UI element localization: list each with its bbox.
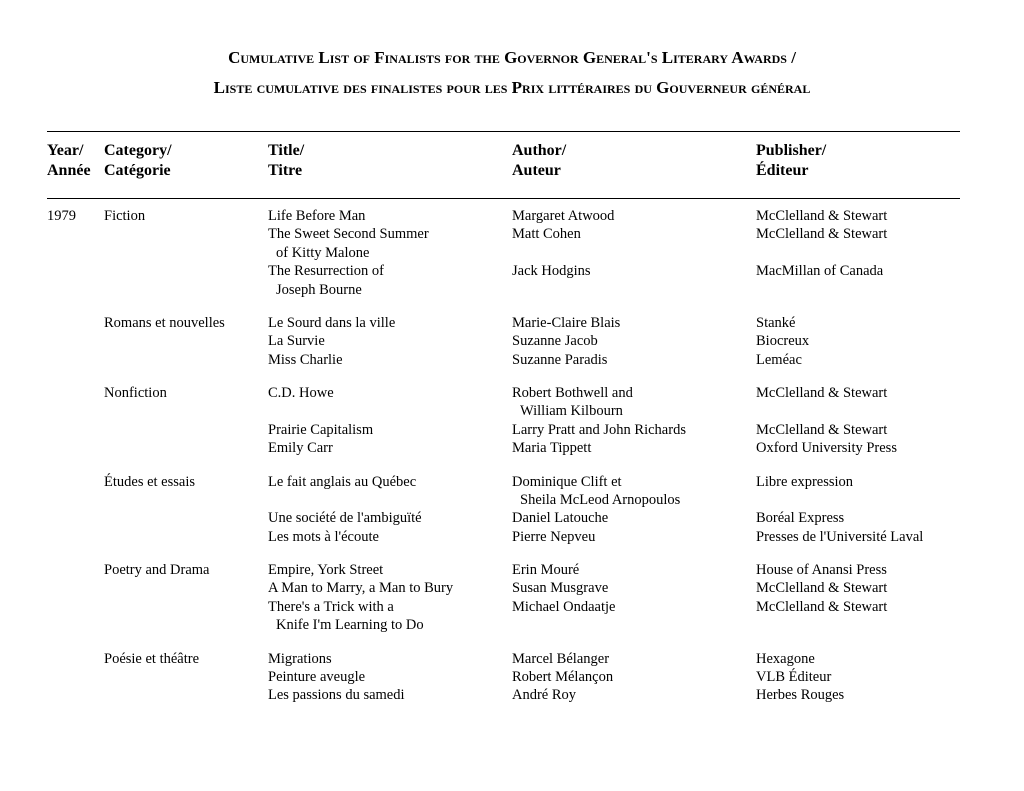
entry-title-line: Migrations <box>268 650 332 667</box>
header-category <box>104 141 172 181</box>
entry-author-line: Jack Hodgins <box>512 263 591 280</box>
header-category-en: Category/ <box>104 142 172 159</box>
entry-publisher: McClelland & Stewart <box>756 385 888 401</box>
entry-author-line: Michael Ondaatje <box>512 598 616 615</box>
entry-publisher: McClelland & Stewart <box>756 208 888 224</box>
category-name: Fiction <box>104 208 146 224</box>
entry-publisher: Leméac <box>756 351 802 368</box>
entry-title-line: Emily Carr <box>268 440 333 457</box>
entry-title <box>268 598 424 635</box>
entry-title-line: Les mots à l'écoute <box>268 528 379 545</box>
entry-author <box>512 351 607 369</box>
entry-author-line: Margaret Atwood <box>512 208 615 224</box>
entry-author <box>512 473 680 510</box>
entry-title-line: Joseph Bourne <box>276 281 362 298</box>
entry-author-line: Suzanne Paradis <box>512 351 608 368</box>
entry-publisher: Boréal Express <box>756 510 845 527</box>
header-category-fr: Catégorie <box>104 162 171 179</box>
entry-title <box>268 262 384 299</box>
header-bottom-rule <box>47 198 960 199</box>
entry-title-line: Peinture aveugle <box>268 668 366 685</box>
entry-title <box>268 668 365 686</box>
entry-publisher: VLB Éditeur <box>756 668 832 685</box>
entry-author-line: Daniel Latouche <box>512 510 609 527</box>
entry-title-line: A Man to Marry, a Man to Bury <box>268 580 454 597</box>
entry-author <box>512 561 579 579</box>
entry-publisher: Libre expression <box>756 473 854 490</box>
entry-title-line: The Resurrection of <box>268 263 384 280</box>
entry-title-line: The Sweet Second Summer <box>268 226 429 243</box>
entry-publisher: McClelland & Stewart <box>756 580 888 597</box>
entry-author-line: William Kilbourn <box>520 403 623 420</box>
entry-author <box>512 579 608 597</box>
entry-author-line: Robert Mélançon <box>512 668 614 685</box>
entry-title <box>268 650 332 668</box>
entry-title-line: Life Before Man <box>268 208 366 224</box>
entry-author <box>512 262 591 280</box>
entry-title <box>268 384 334 402</box>
entry-title-line: Miss Charlie <box>268 351 343 368</box>
entry-publisher: Biocreux <box>756 333 810 350</box>
header-author-en: Author/ <box>512 142 567 159</box>
entry-author-line: Marcel Bélanger <box>512 650 610 667</box>
header-title <box>268 141 304 181</box>
header-year <box>47 141 91 181</box>
header-author-fr: Auteur <box>512 162 561 179</box>
entry-author <box>512 686 576 704</box>
entry-title-line: of Kitty Malone <box>276 244 370 261</box>
entry-author-line: Matt Cohen <box>512 226 581 243</box>
entry-author-line: Pierre Nepveu <box>512 528 596 545</box>
entry-author <box>512 314 620 332</box>
entry-author <box>512 384 633 421</box>
entry-author <box>512 650 609 668</box>
entry-title <box>268 314 395 332</box>
entry-title <box>268 561 383 579</box>
entry-author <box>512 439 591 457</box>
entry-publisher: House of Anansi Press <box>756 562 887 578</box>
entry-publisher: Hexagone <box>756 650 815 667</box>
page-subtitle: Liste cumulative des finalistes pour les Prix littéraires du Gouverneur général <box>213 78 811 97</box>
entry-title-line: La Survie <box>268 333 325 350</box>
entry-title-line: Empire, York Street <box>268 562 384 578</box>
header-author <box>512 141 566 181</box>
category-name: Romans et nouvelles <box>104 314 225 331</box>
entry-author-line: Marie-Claire Blais <box>512 314 621 331</box>
entry-author-line: Suzanne Jacob <box>512 333 598 350</box>
entry-title <box>268 421 373 439</box>
entry-title-line: Knife I'm Learning to Do <box>276 617 424 634</box>
entry-author <box>512 225 581 243</box>
entry-title-line: C.D. Howe <box>268 385 334 401</box>
year-cell: 1979 <box>47 208 76 224</box>
category-name: Études et essais <box>104 473 196 490</box>
entry-title <box>268 439 333 457</box>
entry-author <box>512 332 598 350</box>
header-publisher-en: Publisher/ <box>756 142 827 159</box>
entry-title <box>268 332 325 350</box>
header-year-fr: Année <box>47 162 91 179</box>
entry-title-line: There's a Trick with a <box>268 598 394 615</box>
entry-title <box>268 351 343 369</box>
entry-title-line: Le Sourd dans la ville <box>268 314 396 331</box>
category-name: Poésie et théâtre <box>104 650 200 667</box>
entry-author-line: Larry Pratt and John Richards <box>512 421 686 438</box>
entry-publisher: Oxford University Press <box>756 440 897 457</box>
entry-publisher: McClelland & Stewart <box>756 598 888 615</box>
header-publisher <box>756 141 826 181</box>
entry-title <box>268 579 453 597</box>
entry-publisher: MacMillan of Canada <box>756 263 884 280</box>
category-name: Poetry and Drama <box>104 562 210 578</box>
entry-author-line: Susan Musgrave <box>512 580 609 597</box>
entry-title-line: Le fait anglais au Québec <box>268 473 417 490</box>
header-title-fr: Titre <box>268 162 303 179</box>
category-name: Nonfiction <box>104 385 167 401</box>
entry-author-line: Sheila McLeod Arnopoulos <box>520 491 681 508</box>
entry-author-line: Dominique Clift et <box>512 473 622 490</box>
header-title-en: Title/ <box>268 142 305 159</box>
entry-author <box>512 598 615 616</box>
entry-author <box>512 668 613 686</box>
entry-title-line: Une société de l'ambiguïté <box>268 510 422 527</box>
entry-publisher: Presses de l'Université Laval <box>756 528 924 545</box>
entry-title <box>268 509 422 527</box>
entry-title <box>268 473 416 491</box>
entry-title <box>268 225 429 262</box>
entry-author-line: André Roy <box>512 687 577 704</box>
entry-title <box>268 686 405 704</box>
header-year-en: Year/ <box>47 142 84 159</box>
header-top-rule <box>47 131 960 132</box>
entry-author-line: Robert Bothwell and <box>512 385 633 401</box>
entry-title-line: Les passions du samedi <box>268 687 405 704</box>
entry-author-line: Maria Tippett <box>512 440 592 457</box>
entry-author-line: Erin Mouré <box>512 562 580 578</box>
entry-publisher: Herbes Rouges <box>756 687 845 704</box>
entry-publisher: McClelland & Stewart <box>756 226 888 243</box>
header-publisher-fr: Éditeur <box>756 162 809 179</box>
entry-title <box>268 528 379 546</box>
entry-author <box>512 528 595 546</box>
entry-publisher: Stanké <box>756 314 796 331</box>
entry-author <box>512 207 614 225</box>
entry-author <box>512 421 686 439</box>
entry-title-line: Prairie Capitalism <box>268 421 374 438</box>
page-title: Cumulative List of Finalists for the Governor General's Literary Awards / <box>228 48 796 67</box>
entry-publisher: McClelland & Stewart <box>756 421 888 438</box>
entry-title <box>268 207 365 225</box>
entry-author <box>512 509 608 527</box>
